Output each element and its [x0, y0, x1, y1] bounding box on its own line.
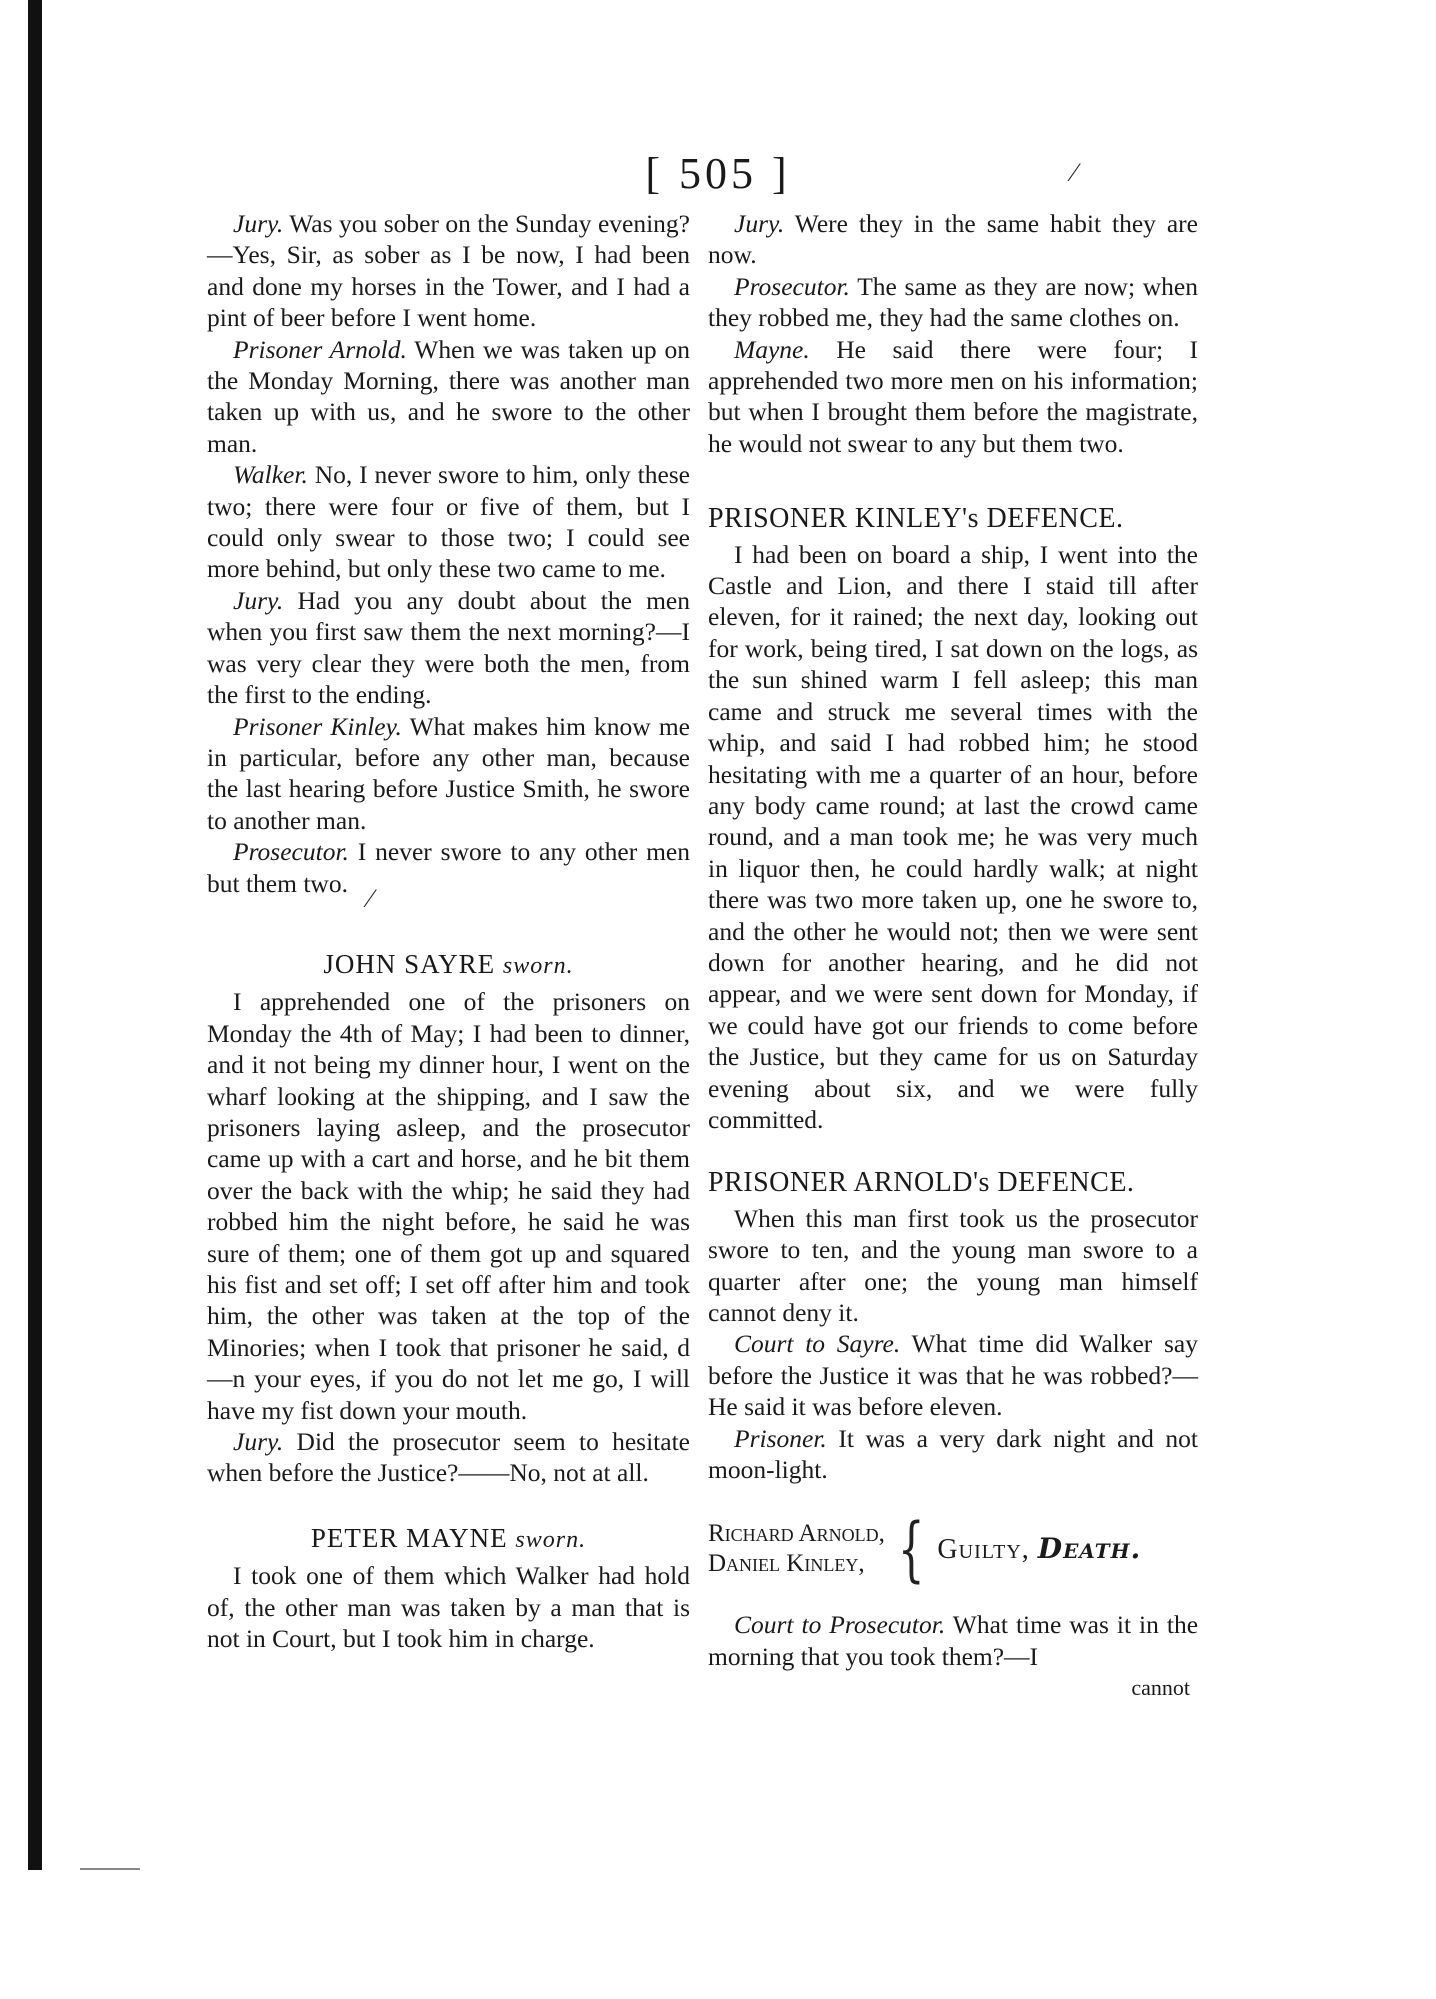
verdict: [708, 1508, 1198, 1591]
testimony-paragraph: [207, 459, 690, 585]
testimony-paragraph: [207, 208, 690, 334]
testimony-text: Did the prosecutor seem to hesitate when before the Justice?——No, not at all.: [207, 1427, 690, 1488]
witness-name: PETER MAYNE: [310, 1522, 508, 1553]
speaker-name: Prosecutor.: [734, 271, 850, 301]
testimony-text: When we was taken up on the Monday Morning, there was another man taken up with us, and he swore to the other man.: [207, 334, 690, 458]
witness-name: JOHN SAYRE: [323, 948, 496, 979]
testimony-text: The same as they are now; when they robbed me, they had the same clothes on.: [708, 271, 1199, 333]
check-mark: ⁄: [368, 884, 373, 913]
testimony-text: What time was it in the morning that you took them?—I: [708, 1610, 1199, 1671]
speaker-name: Jury.: [734, 209, 785, 238]
right-column: [708, 208, 1198, 1704]
speaker-name: Prosecutor.: [233, 837, 349, 867]
testimony-paragraph: [708, 271, 1198, 334]
defendant-name: Richard Arnold,: [708, 1520, 885, 1548]
kinley-defence-heading: PRISONER KINLEY's DEFENCE.: [708, 503, 1124, 535]
testimony-paragraph: [207, 585, 690, 711]
testimony-text: Were they in the same habit they are now.: [708, 209, 1198, 270]
testimony-text: No, I never swore to him, only these two; there were four or five of them, but I could only swear to those two; I could see more behind, but only these two came to me.: [207, 460, 690, 584]
defendant-name: Daniel Kinley,: [708, 1550, 865, 1578]
testimony-paragraph: [708, 1609, 1198, 1672]
witness-heading-mayne: [207, 1523, 690, 1556]
defence-paragraph: I had been on board a ship, I went into the Castle and Lion, and there I staid till after eleven, for it rained; the next day, looking out for work, being tired, I sat down on the logs, as the sun shined warm I fell asleep; this man came and struck me several times with the whip, and said I had robbed him; he stood hesitating with me a quarter of an hour, before any body came round; at last the crowd came round, and a man took me; he was very much in liquor then, he could hardly walk; at night there was two more taken up, one he swore to, and the other he would not; then we were sent down for another hearing, and he did not appear, and we were sent down for Monday, if we could have got our friends to come before the Justice, but they came for us on Saturday evening about six, and we were fully committed.: [708, 539, 1198, 1134]
speaker-name: Jury.: [233, 585, 284, 615]
catchword: cannot: [1131, 1675, 1190, 1701]
testimony-paragraph: [708, 208, 1198, 271]
testimony-text: What time did Walker say before the Justice it was that he was robbed?—He said it was before eleven.: [708, 1329, 1198, 1422]
arnold-defence-heading: PRISONER ARNOLD's DEFENCE.: [708, 1167, 1135, 1199]
defendant-names: [708, 1519, 885, 1579]
binding-edge: [28, 0, 42, 1870]
defence-paragraph: When this man first took us the prosecutor swore to ten, and the young man swore to a quarter after one; the young man himself cannot deny it.: [708, 1203, 1198, 1327]
testimony-paragraph: [708, 1328, 1198, 1422]
speaker-name: Prisoner Kinley.: [233, 711, 402, 741]
speaker-name: Jury.: [233, 209, 284, 238]
check-mark: ⁄: [1072, 158, 1077, 187]
margin-mark: [80, 1868, 140, 1870]
testimony-text: I never swore to any other men but them two.: [207, 837, 691, 898]
sworn-label: sworn.: [502, 952, 574, 979]
verdict-result: [937, 1533, 1141, 1565]
sworn-label: sworn.: [515, 1526, 587, 1553]
verdict-sentence: Death.: [1037, 1532, 1142, 1566]
brace-symbol: {: [897, 1508, 925, 1591]
testimony-paragraph: [207, 836, 690, 899]
testimony-text: It was a very dark night and not moon-light.: [708, 1423, 1199, 1485]
left-column: [207, 208, 690, 1654]
testimony-text: Had you any doubt about the men when you first saw them the next morning?—I was very clear they were both the men, from the first to the ending.: [207, 585, 690, 710]
testimony-paragraph: [708, 1423, 1198, 1486]
testimony-paragraph: [708, 334, 1198, 460]
testimony-text: Was you sober on the Sunday evening?—Yes, Sir, as sober as I be now, I had been and done my horses in the Tower, and I had a pint of beer before I went home.: [207, 209, 690, 333]
verdict-guilty: Guilty,: [937, 1534, 1030, 1566]
speaker-name: Court to Prosecutor.: [734, 1610, 946, 1640]
witness-heading-sayre: [207, 949, 690, 982]
speaker-name: Prisoner Arnold.: [233, 334, 407, 364]
page-number: [ 505 ]: [645, 149, 791, 198]
speaker-name: Mayne.: [734, 334, 810, 364]
testimony-paragraph: [207, 711, 690, 837]
speaker-name: Prisoner.: [734, 1423, 827, 1453]
testimony-text: He said there were four; I apprehended two more men on his information; but when I brought them before the magistrate, he would not swear to any but them two.: [708, 334, 1198, 458]
speaker-name: Court to Sayre.: [734, 1329, 901, 1359]
testimony-paragraph: [207, 334, 690, 460]
testimony-paragraph: I apprehended one of the prisoners on Monday the 4th of May; I had been to dinner, and it not being my dinner hour, I went on the wharf looking at the shipping, and I saw the prisoners laying asleep, and the prosecutor came up with a cart and horse, and he bit them over the back with the whip; he said they had robbed him the night before, he said he was sure of them; one of them got up and squared his fist and set off; I set off after him and took him, the other was taken at the top of the Minories; when I took that prisoner he said, d—n your eyes, if you do not let me go, I will have my fist down your mouth.: [207, 987, 690, 1425]
testimony-text: What makes him know me in particular, before any other man, because the last hearing before Justice Smith, he swore to another man.: [207, 711, 690, 835]
speaker-name: Walker.: [233, 460, 308, 490]
speaker-name: Jury.: [233, 1427, 284, 1457]
testimony-paragraph: [207, 1426, 690, 1489]
testimony-paragraph: I took one of them which Walker had hold of, the other man was taken by a man that is not in Court, but I took him in charge.: [207, 1561, 690, 1654]
